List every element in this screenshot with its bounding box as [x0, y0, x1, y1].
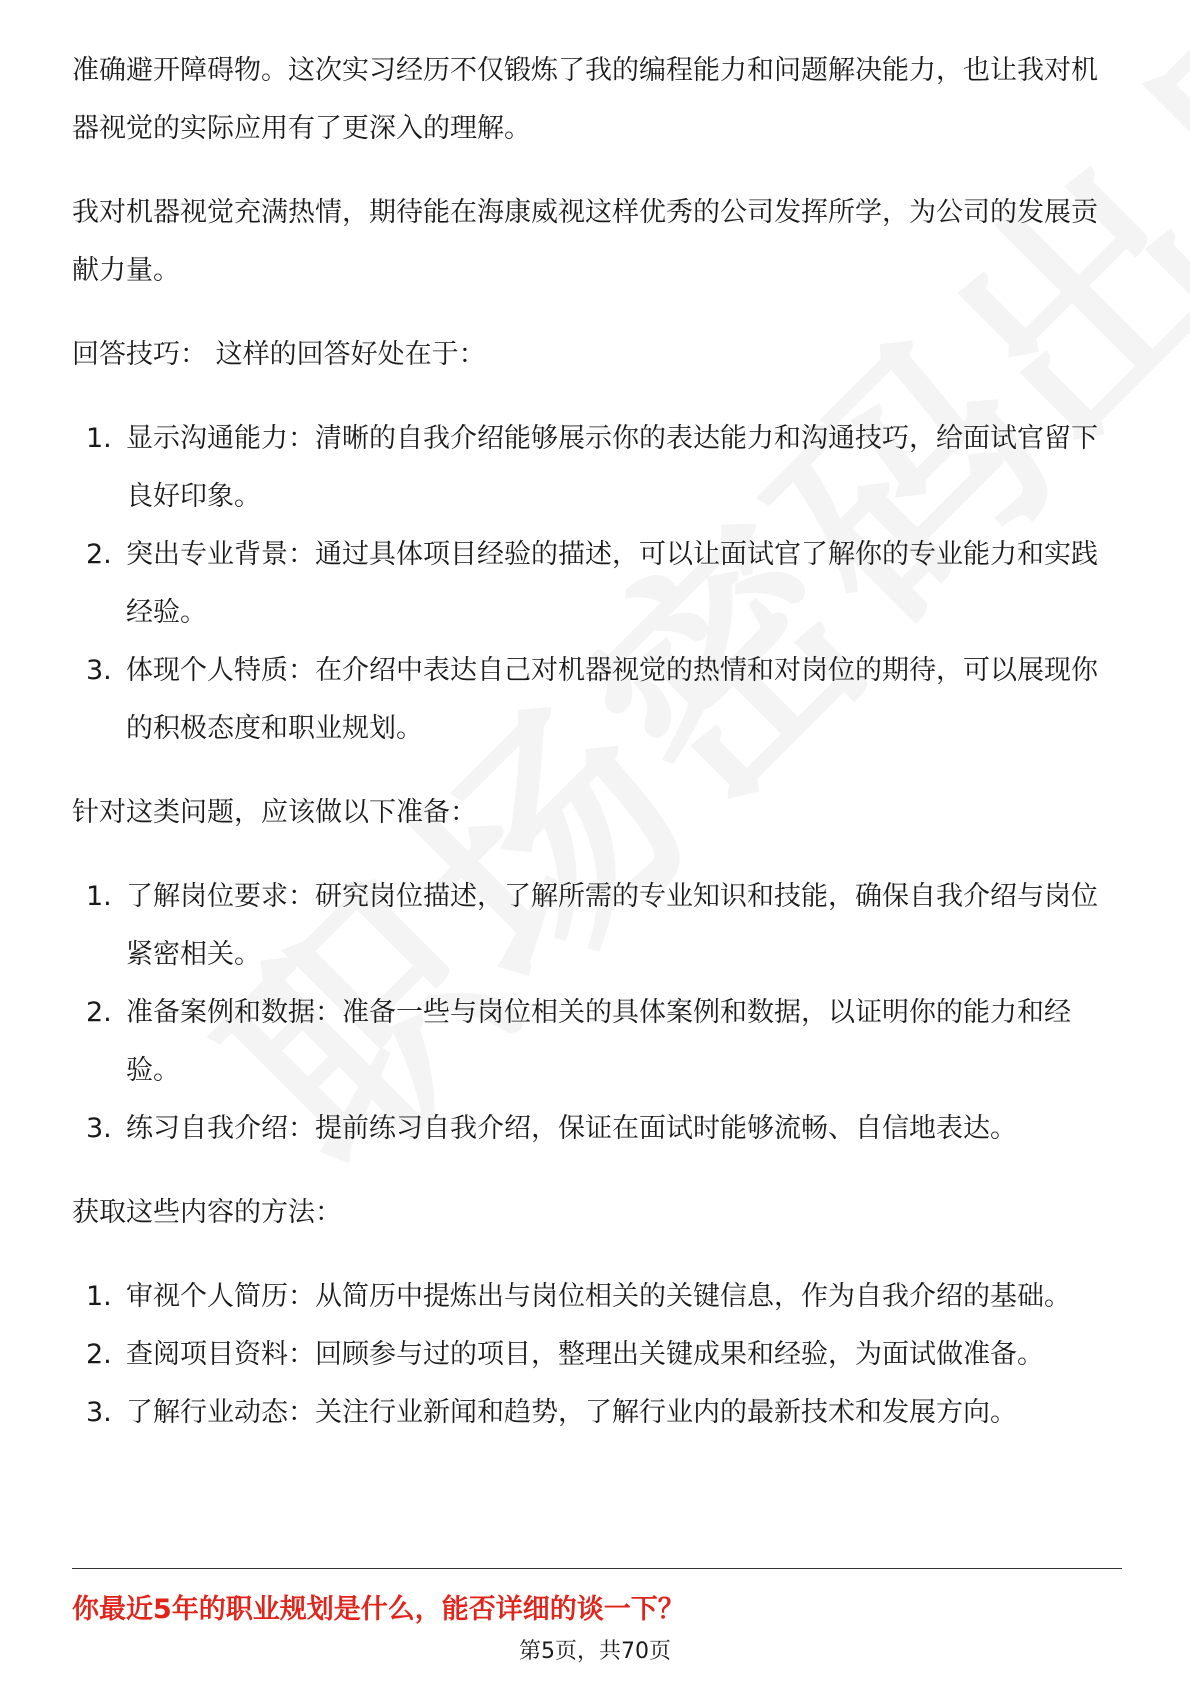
list-item — [72, 1384, 1122, 1442]
section-heading: 针对这类问题，应该做以下准备： — [72, 797, 477, 828]
paragraph: 我对机器视觉充满热情，期待能在海康威视这样优秀的公司发挥所学，为公司的发展贡献力量。 — [72, 197, 1098, 286]
section-heading: 回答技巧： 这样的回答好处在于： — [72, 339, 486, 370]
numbered-list — [72, 410, 1122, 758]
list-item-text: 查阅项目资料：回顾参与过的项目，整理出关键成果和经验，为面试做准备。 — [126, 1339, 1044, 1370]
section-heading: 获取这些内容的方法： — [72, 1197, 342, 1228]
list-number: 2. — [86, 997, 112, 1028]
list-number: 3. — [86, 1397, 112, 1428]
next-question-title: 你最近5年的职业规划是什么，能否详细的谈一下？ — [72, 1594, 685, 1625]
list-number: 3. — [86, 1113, 112, 1144]
list-number: 2. — [86, 1339, 112, 1370]
list-item-text: 准备案例和数据：准备一些与岗位相关的具体案例和数据，以证明你的能力和经验。 — [126, 997, 1071, 1086]
list-item — [72, 410, 1122, 526]
list-item-text: 体现个人特质：在介绍中表达自己对机器视觉的热情和对岗位的期待，可以展现你的积极态度和职业规划。 — [126, 655, 1098, 744]
list-item-text: 了解行业动态：关注行业新闻和趋势，了解行业内的最新技术和发展方向。 — [126, 1397, 1017, 1428]
divider — [72, 1568, 1122, 1569]
list-item — [72, 1326, 1122, 1384]
paragraph: 准确避开障碍物。这次实习经历不仅锻炼了我的编程能力和问题解决能力，也让我对机器视觉的实际应用有了更深入的理解。 — [72, 55, 1098, 144]
list-number: 1. — [86, 423, 112, 454]
page-number: 第5页，共70页 — [519, 1639, 671, 1664]
numbered-list — [72, 1268, 1122, 1442]
list-item-text: 了解岗位要求：研究岗位描述，了解所需的专业知识和技能，确保自我介绍与岗位紧密相关。 — [126, 881, 1098, 970]
list-item — [72, 1100, 1122, 1158]
list-item-text: 练习自我介绍：提前练习自我介绍，保证在面试时能够流畅、自信地表达。 — [126, 1113, 1017, 1144]
list-item — [72, 868, 1122, 984]
document-body — [72, 42, 1122, 1468]
list-item — [72, 642, 1122, 758]
list-item — [72, 526, 1122, 642]
numbered-list — [72, 868, 1122, 1158]
list-item — [72, 984, 1122, 1100]
list-item-text: 突出专业背景：通过具体项目经验的描述，可以让面试官了解你的专业能力和实践经验。 — [126, 539, 1098, 628]
list-item-text: 审视个人简历：从简历中提炼出与岗位相关的关键信息，作为自我介绍的基础。 — [126, 1281, 1071, 1312]
list-number: 1. — [86, 881, 112, 912]
list-number: 3. — [86, 655, 112, 686]
list-number: 1. — [86, 1281, 112, 1312]
list-number: 2. — [86, 539, 112, 570]
list-item-text: 显示沟通能力：清晰的自我介绍能够展示你的表达能力和沟通技巧，给面试官留下良好印象。 — [126, 423, 1098, 512]
list-item — [72, 1268, 1122, 1326]
